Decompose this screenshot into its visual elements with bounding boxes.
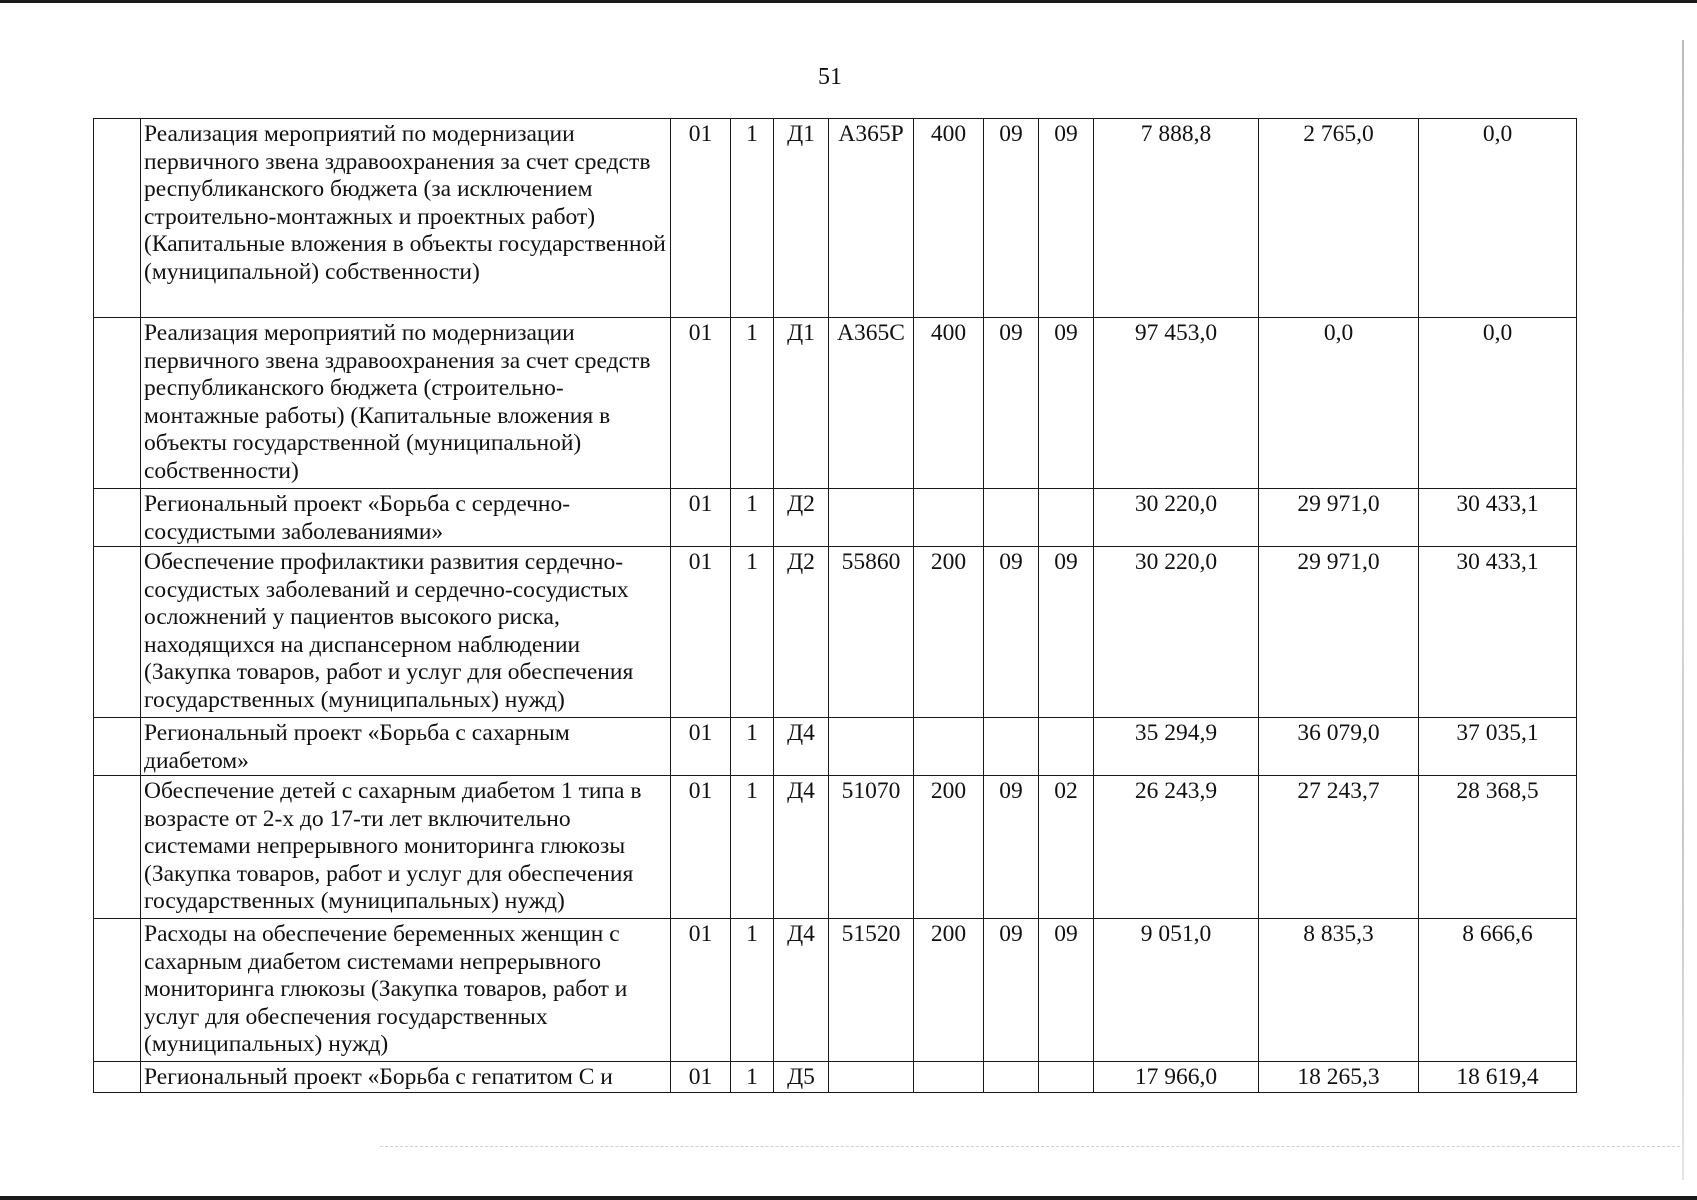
expense-name-cell: Обеспечение детей с сахарным диабетом 1 типа в возрасте от 2-х до 17-ти лет включительно системами непрерывного мониторинга глюкозы (Закупка товаров, работ и услуг для обеспечения государственных (муниципальных) нужд) bbox=[141, 776, 671, 919]
row-number-cell bbox=[94, 919, 141, 1062]
table-row bbox=[94, 547, 1577, 718]
project-code-cell: Д2 bbox=[774, 547, 829, 718]
subprogram-code-cell: 1 bbox=[731, 547, 774, 718]
expense-name-cell: Обеспечение профилактики развития сердечно-сосудистых заболеваний и сердечно-сосудистых осложнений у пациентов высокого риска, находящихся на диспансерном наблюдении (Закупка товаров, работ и услуг для обеспечения государственных (муниципальных) нужд) bbox=[141, 547, 671, 718]
amount-year2-cell: 29 971,0 bbox=[1259, 547, 1419, 718]
amount-year2-cell: 29 971,0 bbox=[1259, 489, 1419, 547]
subsection-code-cell: 09 bbox=[1039, 119, 1094, 318]
page-number: 51 bbox=[818, 64, 842, 90]
section-code-cell bbox=[984, 489, 1039, 547]
direction-code-cell: 51520 bbox=[829, 919, 914, 1062]
program-code-cell: 01 bbox=[671, 318, 731, 489]
subsection-code-cell bbox=[1039, 489, 1094, 547]
table-row bbox=[94, 489, 1577, 547]
amount-year2-cell: 2 765,0 bbox=[1259, 119, 1419, 318]
amount-year1-cell: 17 966,0 bbox=[1094, 1062, 1259, 1093]
amount-year3-cell: 0,0 bbox=[1419, 119, 1577, 318]
expense-name-cell: Реализация мероприятий по модернизации первичного звена здравоохранения за счет средств республиканского бюджета (за исключением строительно-монтажных и проектных работ) (Капитальные вложения в объекты государственной (муниципальной) собственности) bbox=[141, 119, 671, 318]
program-code-cell: 01 bbox=[671, 919, 731, 1062]
row-number-cell bbox=[94, 119, 141, 318]
amount-year3-cell: 18 619,4 bbox=[1419, 1062, 1577, 1093]
program-code-cell: 01 bbox=[671, 718, 731, 776]
direction-code-cell bbox=[829, 1062, 914, 1093]
subsection-code-cell: 09 bbox=[1039, 547, 1094, 718]
amount-year1-cell: 30 220,0 bbox=[1094, 489, 1259, 547]
expense-type-cell: 200 bbox=[914, 547, 984, 718]
amount-year1-cell: 7 888,8 bbox=[1094, 119, 1259, 318]
program-code-cell: 01 bbox=[671, 776, 731, 919]
subprogram-code-cell: 1 bbox=[731, 776, 774, 919]
direction-code-cell: 51070 bbox=[829, 776, 914, 919]
project-code-cell: Д4 bbox=[774, 776, 829, 919]
expense-type-cell: 200 bbox=[914, 919, 984, 1062]
amount-year3-cell: 30 433,1 bbox=[1419, 489, 1577, 547]
subprogram-code-cell: 1 bbox=[731, 119, 774, 318]
row-number-cell bbox=[94, 1062, 141, 1093]
table-row bbox=[94, 318, 1577, 489]
project-code-cell: Д2 bbox=[774, 489, 829, 547]
direction-code-cell: А365Р bbox=[829, 119, 914, 318]
expense-name-cell: Реализация мероприятий по модернизации первичного звена здравоохранения за счет средств республиканского бюджета (строительно-монтажные работы) (Капитальные вложения в объекты государственной (муниципальной) собственности) bbox=[141, 318, 671, 489]
subsection-code-cell: 09 bbox=[1039, 318, 1094, 489]
subsection-code-cell bbox=[1039, 1062, 1094, 1093]
project-code-cell: Д4 bbox=[774, 718, 829, 776]
expense-type-cell bbox=[914, 718, 984, 776]
expense-type-cell: 200 bbox=[914, 776, 984, 919]
subsection-code-cell: 02 bbox=[1039, 776, 1094, 919]
section-code-cell: 09 bbox=[984, 547, 1039, 718]
row-number-cell bbox=[94, 776, 141, 919]
program-code-cell: 01 bbox=[671, 119, 731, 318]
program-code-cell: 01 bbox=[671, 547, 731, 718]
scan-border-top bbox=[0, 0, 1697, 3]
row-number-cell bbox=[94, 718, 141, 776]
amount-year2-cell: 8 835,3 bbox=[1259, 919, 1419, 1062]
amount-year3-cell: 8 666,6 bbox=[1419, 919, 1577, 1062]
direction-code-cell: А365С bbox=[829, 318, 914, 489]
scan-border-right bbox=[1682, 40, 1684, 1180]
expense-type-cell bbox=[914, 1062, 984, 1093]
amount-year1-cell: 26 243,9 bbox=[1094, 776, 1259, 919]
expense-name-cell: Региональный проект «Борьба с сахарным диабетом» bbox=[141, 718, 671, 776]
project-code-cell: Д1 bbox=[774, 119, 829, 318]
section-code-cell: 09 bbox=[984, 776, 1039, 919]
scan-artifact-line bbox=[380, 1146, 1680, 1148]
amount-year1-cell: 35 294,9 bbox=[1094, 718, 1259, 776]
table-row bbox=[94, 119, 1577, 318]
direction-code-cell bbox=[829, 718, 914, 776]
subprogram-code-cell: 1 bbox=[731, 318, 774, 489]
table-row bbox=[94, 1062, 1577, 1093]
amount-year3-cell: 0,0 bbox=[1419, 318, 1577, 489]
amount-year2-cell: 0,0 bbox=[1259, 318, 1419, 489]
section-code-cell: 09 bbox=[984, 119, 1039, 318]
amount-year1-cell: 9 051,0 bbox=[1094, 919, 1259, 1062]
amount-year2-cell: 36 079,0 bbox=[1259, 718, 1419, 776]
table-row bbox=[94, 776, 1577, 919]
subsection-code-cell: 09 bbox=[1039, 919, 1094, 1062]
amount-year3-cell: 30 433,1 bbox=[1419, 547, 1577, 718]
subprogram-code-cell: 1 bbox=[731, 489, 774, 547]
row-number-cell bbox=[94, 547, 141, 718]
amount-year3-cell: 37 035,1 bbox=[1419, 718, 1577, 776]
project-code-cell: Д4 bbox=[774, 919, 829, 1062]
subsection-code-cell bbox=[1039, 718, 1094, 776]
program-code-cell: 01 bbox=[671, 1062, 731, 1093]
section-code-cell bbox=[984, 1062, 1039, 1093]
section-code-cell: 09 bbox=[984, 919, 1039, 1062]
expense-type-cell: 400 bbox=[914, 119, 984, 318]
expense-type-cell bbox=[914, 489, 984, 547]
table-row bbox=[94, 919, 1577, 1062]
budget-table bbox=[93, 118, 1577, 1093]
expense-name-cell: Расходы на обеспечение беременных женщин с сахарным диабетом системами непрерывного мониторинга глюкозы (Закупка товаров, работ и услуг для обеспечения государственных (муниципальных) нужд) bbox=[141, 919, 671, 1062]
section-code-cell bbox=[984, 718, 1039, 776]
amount-year1-cell: 30 220,0 bbox=[1094, 547, 1259, 718]
table-row bbox=[94, 718, 1577, 776]
program-code-cell: 01 bbox=[671, 489, 731, 547]
row-number-cell bbox=[94, 489, 141, 547]
amount-year3-cell: 28 368,5 bbox=[1419, 776, 1577, 919]
expense-type-cell: 400 bbox=[914, 318, 984, 489]
amount-year1-cell: 97 453,0 bbox=[1094, 318, 1259, 489]
amount-year2-cell: 18 265,3 bbox=[1259, 1062, 1419, 1093]
project-code-cell: Д1 bbox=[774, 318, 829, 489]
scan-border-bottom bbox=[0, 1196, 1697, 1200]
row-number-cell bbox=[94, 318, 141, 489]
expense-name-cell: Региональный проект «Борьба с сердечно-сосудистыми заболеваниями» bbox=[141, 489, 671, 547]
amount-year2-cell: 27 243,7 bbox=[1259, 776, 1419, 919]
project-code-cell: Д5 bbox=[774, 1062, 829, 1093]
subprogram-code-cell: 1 bbox=[731, 718, 774, 776]
direction-code-cell: 55860 bbox=[829, 547, 914, 718]
expense-name-cell: Региональный проект «Борьба с гепатитом С и bbox=[141, 1062, 671, 1093]
direction-code-cell bbox=[829, 489, 914, 547]
subprogram-code-cell: 1 bbox=[731, 919, 774, 1062]
section-code-cell: 09 bbox=[984, 318, 1039, 489]
subprogram-code-cell: 1 bbox=[731, 1062, 774, 1093]
